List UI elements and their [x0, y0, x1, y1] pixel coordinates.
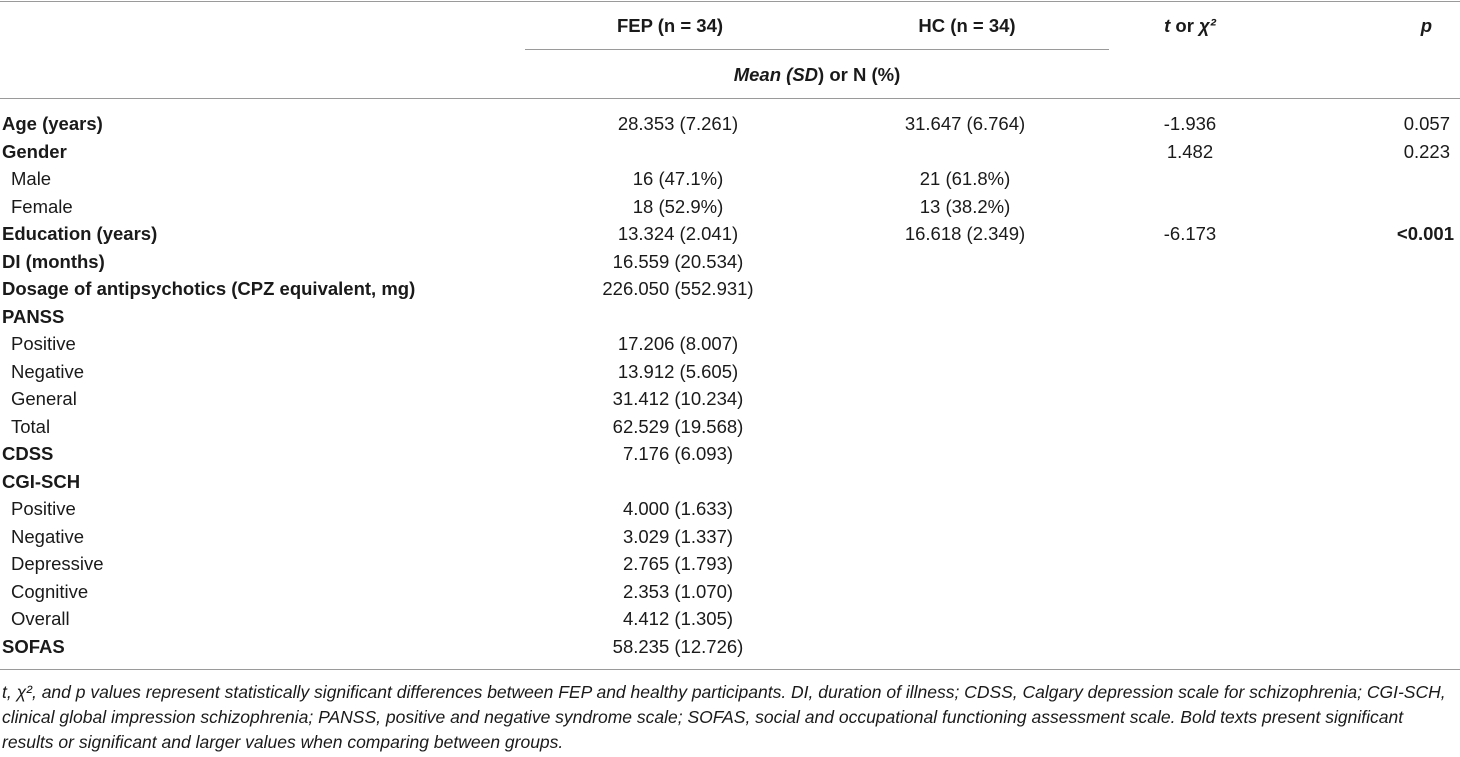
fep-value: 58.235 (12.726) — [612, 635, 744, 657]
table-row — [0, 220, 1460, 248]
header-hc: HC (n = 34) — [918, 15, 1016, 36]
fep-value: 3.029 (1.337) — [622, 525, 734, 547]
row-label: Depressive — [11, 553, 104, 574]
table-body — [0, 110, 1460, 660]
fep-value: 17.206 (8.007) — [617, 333, 739, 354]
row-label: Negative — [11, 360, 85, 382]
fep-value: 16 (47.1%) — [632, 168, 724, 189]
table-row — [0, 633, 1460, 661]
header-fep: FEP (n = 34) — [616, 15, 724, 36]
fep-value: 62.529 (19.568) — [612, 415, 744, 437]
t-value: -1.936 — [1163, 113, 1217, 134]
row-label: Female — [11, 195, 73, 217]
p-value: 0.223 — [1403, 140, 1450, 162]
subheader-mean: Mean (SD — [733, 64, 819, 85]
p-value-significant: <0.001 — [1396, 223, 1454, 244]
hc-value: 16.618 (2.349) — [904, 223, 1026, 244]
header-or: or — [1170, 15, 1200, 36]
row-label: General — [11, 388, 77, 409]
table-row — [0, 248, 1460, 276]
row-label: Age (years) — [2, 113, 103, 134]
row-label: CDSS — [2, 443, 54, 464]
table-row — [0, 550, 1460, 578]
hc-value: 31.647 (6.764) — [904, 113, 1026, 134]
fep-value: 7.176 (6.093) — [622, 443, 734, 464]
hc-value: 21 (61.8%) — [919, 168, 1011, 189]
row-label: Dosage of antipsychotics (CPZ equivalent, mg) — [2, 278, 416, 299]
row-label: Male — [11, 168, 52, 189]
table-row — [0, 578, 1460, 606]
fep-value: 13.324 (2.041) — [617, 223, 739, 244]
fep-value: 4.412 (1.305) — [622, 608, 734, 629]
fep-value: 2.353 (1.070) — [622, 580, 734, 602]
row-label: Gender — [2, 140, 67, 162]
fep-value: 13.912 (5.605) — [617, 360, 739, 382]
row-label: Education (years) — [2, 223, 158, 244]
table-row — [0, 165, 1460, 193]
fep-value: 16.559 (20.534) — [612, 250, 744, 272]
table-row — [0, 138, 1460, 166]
top-rule — [0, 1, 1460, 2]
table-row — [0, 440, 1460, 468]
row-label: SOFAS — [2, 635, 65, 657]
fep-value: 31.412 (10.234) — [612, 388, 744, 409]
row-label: Positive — [11, 498, 76, 519]
header-p: p — [1420, 15, 1432, 36]
table-row — [0, 605, 1460, 633]
header-chi: χ² — [1199, 15, 1216, 36]
t-value: -6.173 — [1163, 223, 1217, 244]
header-rule — [0, 98, 1460, 99]
table-row — [0, 110, 1460, 138]
header-t: t — [1164, 15, 1171, 36]
row-label: Overall — [11, 608, 70, 629]
hc-value: 13 (38.2%) — [919, 195, 1011, 217]
fep-value: 4.000 (1.633) — [622, 498, 734, 519]
p-value: 0.057 — [1403, 113, 1450, 134]
table-row — [0, 523, 1460, 551]
row-label: DI (months) — [2, 250, 105, 272]
subheader-rest: ) or N (%) — [818, 64, 901, 85]
row-label: Positive — [11, 333, 76, 354]
table-row — [0, 193, 1460, 221]
row-label: PANSS — [2, 305, 65, 327]
table-row — [0, 495, 1460, 523]
table-row — [0, 413, 1460, 441]
header-test-statistic — [1150, 15, 1230, 37]
table-row — [0, 275, 1460, 303]
table-row — [0, 303, 1460, 331]
table-row — [0, 358, 1460, 386]
bottom-rule — [0, 669, 1460, 670]
fep-value: 18 (52.9%) — [632, 195, 724, 217]
row-label: Cognitive — [11, 580, 89, 602]
row-label: Negative — [11, 525, 85, 547]
fep-value: 28.353 (7.261) — [617, 113, 739, 134]
subheader-mean-sd — [525, 64, 1109, 86]
table-row — [0, 468, 1460, 496]
row-label: Total — [11, 415, 51, 437]
fep-value: 226.050 (552.931) — [602, 278, 754, 299]
table-footnote: t, χ², and p values represent statistically significant differences between FEP and healthy participants. DI, duration of illness; CDSS, Calgary depression scale for schizophrenia; CGI-SCH, clinical global impression schizophrenia; PANSS, positive and negative syndrome scale; SOFAS, social and occupational functioning assessment scale. Bold texts present significant results or significant and larger values when comparing between groups. — [2, 682, 1446, 752]
table-row — [0, 385, 1460, 413]
fep-value: 2.765 (1.793) — [622, 553, 734, 574]
table-row — [0, 330, 1460, 358]
t-value: 1.482 — [1166, 140, 1214, 162]
row-label: CGI-SCH — [2, 470, 81, 492]
subheader-rule — [525, 49, 1109, 50]
